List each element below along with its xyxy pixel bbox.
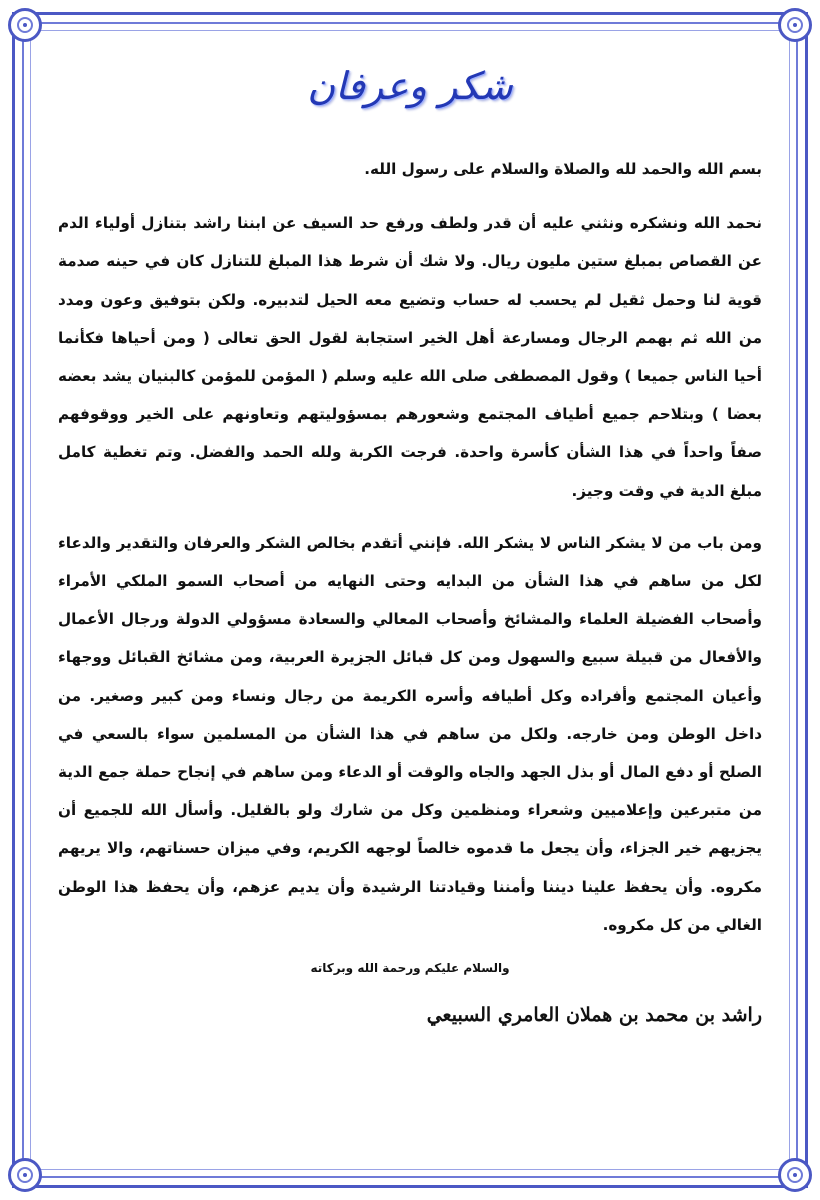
corner-ornament-icon <box>8 1158 42 1192</box>
letter-title: شكر وعرفان <box>307 64 513 108</box>
paragraph-spacer <box>58 190 762 204</box>
corner-ornament-icon <box>8 8 42 42</box>
letter-body <box>58 150 762 1032</box>
corner-ornament-icon <box>778 8 812 42</box>
paragraph-2: ومن باب من لا يشكر الناس لا يشكر الله. فإنني أتقدم بخالص الشكر والعرفان والتقدير والدعاء لكل من ساهم في هذا الشأن من البدايه وحتى النهايه من أصحاب السمو الملكي الأمراء وأصحاب الفضيلة العلماء والمشائخ وأصحاب المعالي والسعادة مسؤولي الدولة ورجال الأعمال والأفعال من قبيلة سبيع والسهول ومن كل قبائل الجزيرة العربية، ومن مشائخ القبائل ووجهاء وأعيان المجتمع وأفراده وكل أطيافه وأسره الكريمة من رجال ونساء ومن كبير وصغير. من داخل الوطن ومن خارجه. ولكل من ساهم في هذا الشأن من المسلمين سواء بالسعي في الصلح أو دفع المال أو بذل الجهد والجاه والوقت أو الدعاء ومن ساهم في إنجاح حملة جمع الدية من متبرعين وإعلاميين وشعراء ومنظمين وكل من شارك ولو بالقليل. وأسأل الله للجميع أن يجزيهم خير الجزاء، وأن يجعل ما قدموه خالصاً لوجهه الكريم، وفي ميزان حسناتهم، والا يريهم مكروه. وأن يحفظ علينا ديننا وأمننا وقيادتنا الرشيدة وأن يديم عزهم، وأن يحفظ هذا الوطن الغالي من كل مكروه. <box>58 533 762 934</box>
opening-line: بسم الله والحمد لله والصلاة والسلام على رسول الله. <box>364 160 762 178</box>
corner-ornament-icon <box>778 1158 812 1192</box>
closing-greeting: والسلام عليكم ورحمة الله وبركاته <box>310 961 510 976</box>
paragraph-spacer <box>58 510 762 524</box>
signature: راشد بن محمد بن هملان العامري السبيعي <box>426 1004 762 1027</box>
paragraph-1: نحمد الله ونشكره ونثني عليه أن قدر ولطف ورفع حد السيف عن ابننا راشد بتنازل أولياء الدم عن القصاص بمبلغ ستين مليون ريال. ولا شك أن شرط هذا المبلغ للتنازل كان في حينه صدمة قوية لنا وحمل ثقيل لم يحسب له حساب وتضيع معه الحيل لتدبيره. ولكن بتوفيق وعون ومدد من الله ثم بهمم الرجال ومسارعة أهل الخير استجابة لقول الحق تعالى ( ومن أحياها فكأنما أحيا الناس جميعا ) وقول المصطفى صلى الله عليه وسلم ( المؤمن للمؤمن كالبنيان يشد بعضه بعضا ) وبتلاحم جميع أطياف المجتمع وشعورهم بمسؤوليتهم وتعاونهم على الخير ووقوفهم صفاً واحداً في هذا الشأن كأسرة واحدة. فرجت الكربة ولله الحمد والفضل. وتم تغطية كامل مبلغ الدية في وقت وجيز. <box>58 214 762 500</box>
